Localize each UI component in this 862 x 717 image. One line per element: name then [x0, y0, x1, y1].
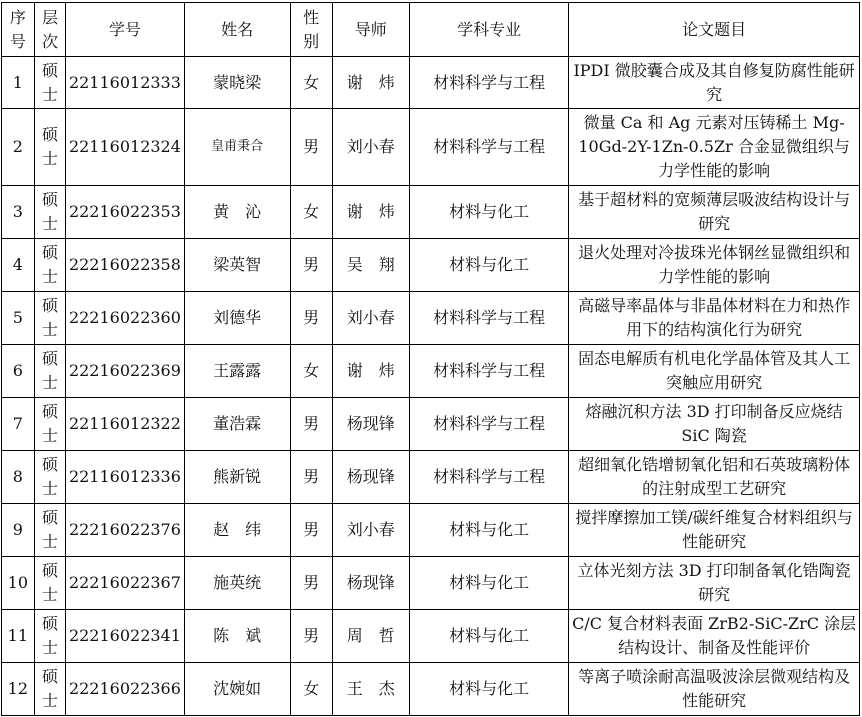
cell-index: 3	[2, 186, 35, 239]
cell-thesis: 高磁导率晶体与非晶体材料在力和热作用下的结构演化行为研究	[569, 292, 860, 345]
header-row	[2, 3, 860, 57]
cell-major: 材料与化工	[410, 663, 569, 716]
cell-index: 12	[2, 663, 35, 716]
cell-gender: 男	[290, 557, 332, 610]
cell-gender: 男	[290, 504, 332, 557]
cell-advisor: 谢 炜	[332, 57, 410, 109]
header-name: 姓名	[184, 3, 290, 57]
cell-name: 陈 斌	[184, 610, 290, 663]
cell-major: 材料与化工	[410, 610, 569, 663]
cell-gender: 女	[290, 345, 332, 398]
cell-thesis: 超细氧化锆增韧氧化铝和石英玻璃粉体的注射成型工艺研究	[569, 451, 860, 504]
cell-thesis: C/C 复合材料表面 ZrB2-SiC-ZrC 涂层结构设计、制备及性能评价	[569, 610, 860, 663]
cell-advisor: 周 哲	[332, 610, 410, 663]
cell-level: 硕士	[34, 610, 66, 663]
cell-level: 硕士	[34, 451, 66, 504]
cell-major: 材料科学与工程	[410, 292, 569, 345]
cell-index: 5	[2, 292, 35, 345]
cell-thesis: 退火处理对冷拔珠光体钢丝显微组织和力学性能的影响	[569, 239, 860, 292]
cell-gender: 男	[290, 610, 332, 663]
cell-level: 硕士	[34, 292, 66, 345]
cell-gender: 女	[290, 57, 332, 109]
cell-thesis: 搅拌摩擦加工镁/碳纤维复合材料组织与性能研究	[569, 504, 860, 557]
table-row	[2, 186, 860, 239]
cell-thesis: 等离子喷涂耐高温吸波涂层微观结构及性能研究	[569, 663, 860, 716]
cell-major: 材料科学与工程	[410, 398, 569, 451]
cell-thesis: 基于超材料的宽频薄层吸波结构设计与研究	[569, 186, 860, 239]
cell-thesis: 微量 Ca 和 Ag 元素对压铸稀土 Mg-10Gd-2Y-1Zn-0.5Zr 合金显微组织与力学性能的影响	[569, 109, 860, 186]
table-row	[2, 504, 860, 557]
cell-advisor: 谢 炜	[332, 345, 410, 398]
cell-level: 硕士	[34, 186, 66, 239]
cell-student-id: 22216022358	[66, 239, 184, 292]
cell-name: 梁英智	[184, 239, 290, 292]
cell-index: 4	[2, 239, 35, 292]
table-row	[2, 109, 860, 186]
table-row	[2, 663, 860, 716]
cell-major: 材料科学与工程	[410, 345, 569, 398]
cell-gender: 男	[290, 451, 332, 504]
cell-thesis: 熔融沉积方法 3D 打印制备反应烧结 SiC 陶瓷	[569, 398, 860, 451]
cell-name: 施英统	[184, 557, 290, 610]
header-advisor: 导师	[332, 3, 410, 57]
cell-advisor: 吴 翔	[332, 239, 410, 292]
table-row	[2, 57, 860, 109]
cell-name: 赵 纬	[184, 504, 290, 557]
cell-index: 2	[2, 109, 35, 186]
cell-gender: 男	[290, 292, 332, 345]
table-row	[2, 451, 860, 504]
cell-gender: 女	[290, 663, 332, 716]
cell-level: 硕士	[34, 57, 66, 109]
cell-advisor: 谢 炜	[332, 186, 410, 239]
cell-student-id: 22216022360	[66, 292, 184, 345]
cell-major: 材料科学与工程	[410, 57, 569, 109]
cell-advisor: 杨现锋	[332, 557, 410, 610]
header-index: 序号	[2, 3, 35, 57]
cell-advisor: 王 杰	[332, 663, 410, 716]
cell-level: 硕士	[34, 504, 66, 557]
cell-level: 硕士	[34, 663, 66, 716]
cell-name: 刘德华	[184, 292, 290, 345]
cell-student-id: 22116012322	[66, 398, 184, 451]
cell-thesis: 立体光刻方法 3D 打印制备氧化锆陶瓷研究	[569, 557, 860, 610]
cell-major: 材料科学与工程	[410, 451, 569, 504]
cell-gender: 男	[290, 239, 332, 292]
table-row	[2, 239, 860, 292]
cell-advisor: 杨现锋	[332, 451, 410, 504]
cell-index: 10	[2, 557, 35, 610]
cell-thesis: IPDI 微胶囊合成及其自修复防腐性能研究	[569, 57, 860, 109]
cell-name: 熊新锐	[184, 451, 290, 504]
cell-level: 硕士	[34, 557, 66, 610]
table-row	[2, 345, 860, 398]
header-thesis: 论文题目	[569, 3, 860, 57]
header-gender: 性别	[290, 3, 332, 57]
table-row	[2, 292, 860, 345]
cell-major: 材料与化工	[410, 239, 569, 292]
cell-advisor: 杨现锋	[332, 398, 410, 451]
cell-index: 1	[2, 57, 35, 109]
table-row	[2, 610, 860, 663]
cell-student-id: 22216022367	[66, 557, 184, 610]
cell-name: 黄 沁	[184, 186, 290, 239]
cell-student-id: 22116012333	[66, 57, 184, 109]
cell-major: 材料与化工	[410, 186, 569, 239]
cell-major: 材料与化工	[410, 504, 569, 557]
cell-advisor: 刘小春	[332, 504, 410, 557]
thesis-list-table	[1, 2, 860, 716]
cell-level: 硕士	[34, 345, 66, 398]
cell-name: 沈婉如	[184, 663, 290, 716]
cell-index: 8	[2, 451, 35, 504]
cell-index: 9	[2, 504, 35, 557]
cell-thesis: 固态电解质有机电化学晶体管及其人工突触应用研究	[569, 345, 860, 398]
cell-student-id: 22216022341	[66, 610, 184, 663]
cell-gender: 女	[290, 186, 332, 239]
cell-student-id: 22116012336	[66, 451, 184, 504]
cell-index: 11	[2, 610, 35, 663]
cell-advisor: 刘小春	[332, 109, 410, 186]
cell-advisor: 刘小春	[332, 292, 410, 345]
cell-gender: 男	[290, 398, 332, 451]
cell-level: 硕士	[34, 398, 66, 451]
cell-index: 7	[2, 398, 35, 451]
cell-student-id: 22216022366	[66, 663, 184, 716]
header-level: 层次	[34, 3, 66, 57]
cell-student-id: 22216022353	[66, 186, 184, 239]
cell-name: 董浩霖	[184, 398, 290, 451]
cell-name: 蒙晓梁	[184, 57, 290, 109]
cell-level: 硕士	[34, 109, 66, 186]
header-student-id: 学号	[66, 3, 184, 57]
cell-level: 硕士	[34, 239, 66, 292]
cell-student-id: 22216022369	[66, 345, 184, 398]
header-major: 学科专业	[410, 3, 569, 57]
cell-name: 皇甫秉合	[184, 109, 290, 186]
cell-name: 王露露	[184, 345, 290, 398]
table-row	[2, 557, 860, 610]
cell-major: 材料科学与工程	[410, 109, 569, 186]
cell-gender: 男	[290, 109, 332, 186]
cell-major: 材料与化工	[410, 557, 569, 610]
cell-student-id: 22116012324	[66, 109, 184, 186]
cell-index: 6	[2, 345, 35, 398]
cell-student-id: 22216022376	[66, 504, 184, 557]
table-row	[2, 398, 860, 451]
